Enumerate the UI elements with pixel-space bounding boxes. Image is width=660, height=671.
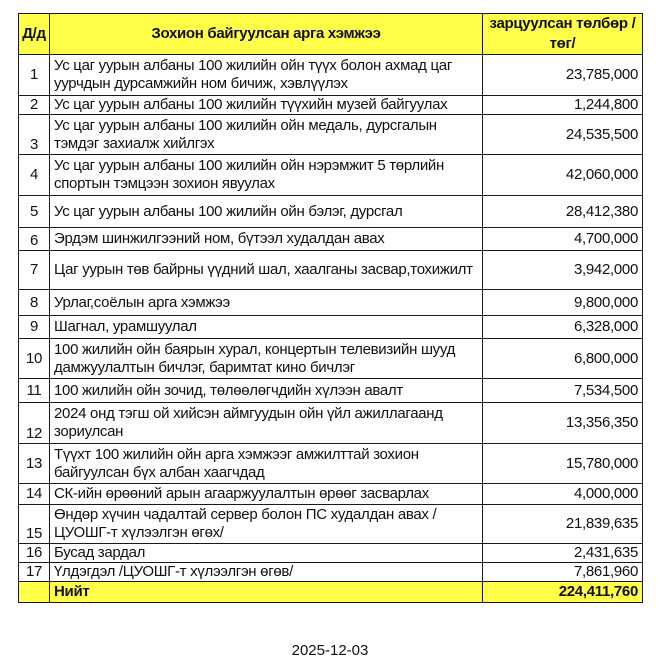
row-number: 2 bbox=[19, 96, 50, 115]
row-number: 6 bbox=[19, 228, 50, 251]
table-row bbox=[19, 290, 643, 316]
row-number: 17 bbox=[19, 563, 50, 582]
table-row bbox=[19, 339, 643, 379]
row-description: Үлдэгдэл /ЦУОШГ-т хүлээлгэн өгөв/ bbox=[50, 563, 483, 582]
row-number: 14 bbox=[19, 484, 50, 505]
header-row bbox=[19, 14, 643, 55]
table-row bbox=[19, 563, 643, 582]
table-row bbox=[19, 505, 643, 544]
table-row bbox=[19, 55, 643, 96]
row-amount: 13,356,350 bbox=[483, 403, 643, 444]
table-row bbox=[19, 403, 643, 444]
row-number: 12 bbox=[19, 403, 50, 444]
row-amount: 7,534,500 bbox=[483, 379, 643, 403]
total-amount: 224,411,760 bbox=[483, 582, 643, 603]
total-row bbox=[19, 582, 643, 603]
budget-table bbox=[18, 13, 643, 603]
table-row bbox=[19, 544, 643, 563]
table-row bbox=[19, 484, 643, 505]
total-number bbox=[19, 582, 50, 603]
row-number: 8 bbox=[19, 290, 50, 316]
row-amount: 4,000,000 bbox=[483, 484, 643, 505]
row-amount: 2,431,635 bbox=[483, 544, 643, 563]
row-amount: 6,800,000 bbox=[483, 339, 643, 379]
table-row bbox=[19, 251, 643, 290]
table-row bbox=[19, 379, 643, 403]
row-amount: 21,839,635 bbox=[483, 505, 643, 544]
row-number: 3 bbox=[19, 115, 50, 155]
table-row bbox=[19, 444, 643, 484]
row-number: 10 bbox=[19, 339, 50, 379]
row-amount: 3,942,000 bbox=[483, 251, 643, 290]
row-amount: 6,328,000 bbox=[483, 316, 643, 339]
row-description: Шагнал, урамшуулал bbox=[50, 316, 483, 339]
row-description: Бусад зардал bbox=[50, 544, 483, 563]
row-amount: 28,412,380 bbox=[483, 196, 643, 228]
table-row bbox=[19, 115, 643, 155]
row-description: Түүхт 100 жилийн ойн арга хэмжээг амжилттай зохион байгуулсан бүх албан хаагчдад bbox=[50, 444, 483, 484]
header-number: Д/д bbox=[19, 14, 50, 55]
row-number: 7 bbox=[19, 251, 50, 290]
row-description: Ус цаг уурын албаны 100 жилийн ойн нэрэмжит 5 төрлийн спортын тэмцээн зохион явуулах bbox=[50, 155, 483, 196]
row-amount: 42,060,000 bbox=[483, 155, 643, 196]
row-amount: 7,861,960 bbox=[483, 563, 643, 582]
row-number: 1 bbox=[19, 55, 50, 96]
row-amount: 15,780,000 bbox=[483, 444, 643, 484]
total-label: Нийт bbox=[50, 582, 483, 603]
row-description: Ус цаг уурын албаны 100 жилийн ойн медаль, дурсгалын тэмдэг захиалж хийлгэх bbox=[50, 115, 483, 155]
row-description: Ус цаг уурын албаны 100 жилийн ойн бэлэг, дурсгал bbox=[50, 196, 483, 228]
row-description: Эрдэм шинжилгээний ном, бүтээл худалдан авах bbox=[50, 228, 483, 251]
row-number: 4 bbox=[19, 155, 50, 196]
row-description: 2024 онд тэгш ой хийсэн аймгуудын ойн үйл ажиллагаанд зориулсан bbox=[50, 403, 483, 444]
row-description: Цаг уурын төв байрны үүдний шал, хаалганы засвар,тохижилт bbox=[50, 251, 483, 290]
row-description: СК-ийн өрөөний арын агааржуулалтын өрөөг засварлах bbox=[50, 484, 483, 505]
table-row bbox=[19, 316, 643, 339]
row-amount: 4,700,000 bbox=[483, 228, 643, 251]
row-description: Урлаг,соёлын арга хэмжээ bbox=[50, 290, 483, 316]
row-amount: 1,244,800 bbox=[483, 96, 643, 115]
table-row bbox=[19, 196, 643, 228]
row-amount: 23,785,000 bbox=[483, 55, 643, 96]
header-amount: зарцуулсан төлбөр /төг/ bbox=[483, 14, 643, 55]
table-row bbox=[19, 155, 643, 196]
row-number: 5 bbox=[19, 196, 50, 228]
row-description: Өндөр хүчин чадалтай сервер болон ПС худалдан авах /ЦУОШГ-т хүлээлгэн өгөх/ bbox=[50, 505, 483, 544]
row-description: 100 жилийн ойн зочид, төлөөлөгчдийн хүлээн авалт bbox=[50, 379, 483, 403]
row-description: Ус цаг уурын албаны 100 жилийн түүхийн музей байгуулах bbox=[50, 96, 483, 115]
table-row bbox=[19, 228, 643, 251]
table-row bbox=[19, 96, 643, 115]
row-number: 16 bbox=[19, 544, 50, 563]
row-number: 13 bbox=[19, 444, 50, 484]
row-number: 11 bbox=[19, 379, 50, 403]
row-description: 100 жилийн ойн баярын хурал, концертын телевизийн шууд дамжуулалтын бичлэг, баримтат кино бичлэг bbox=[50, 339, 483, 379]
row-description: Ус цаг уурын албаны 100 жилийн ойн түүх болон ахмад цаг уурчдын дурсамжийн ном бичиж, хэвлүүлэх bbox=[50, 55, 483, 96]
row-number: 9 bbox=[19, 316, 50, 339]
row-amount: 9,800,000 bbox=[483, 290, 643, 316]
document-date: 2025-12-03 bbox=[291, 642, 369, 659]
row-number: 15 bbox=[19, 505, 50, 544]
header-description: Зохион байгуулсан арга хэмжээ bbox=[50, 14, 483, 55]
row-amount: 24,535,500 bbox=[483, 115, 643, 155]
